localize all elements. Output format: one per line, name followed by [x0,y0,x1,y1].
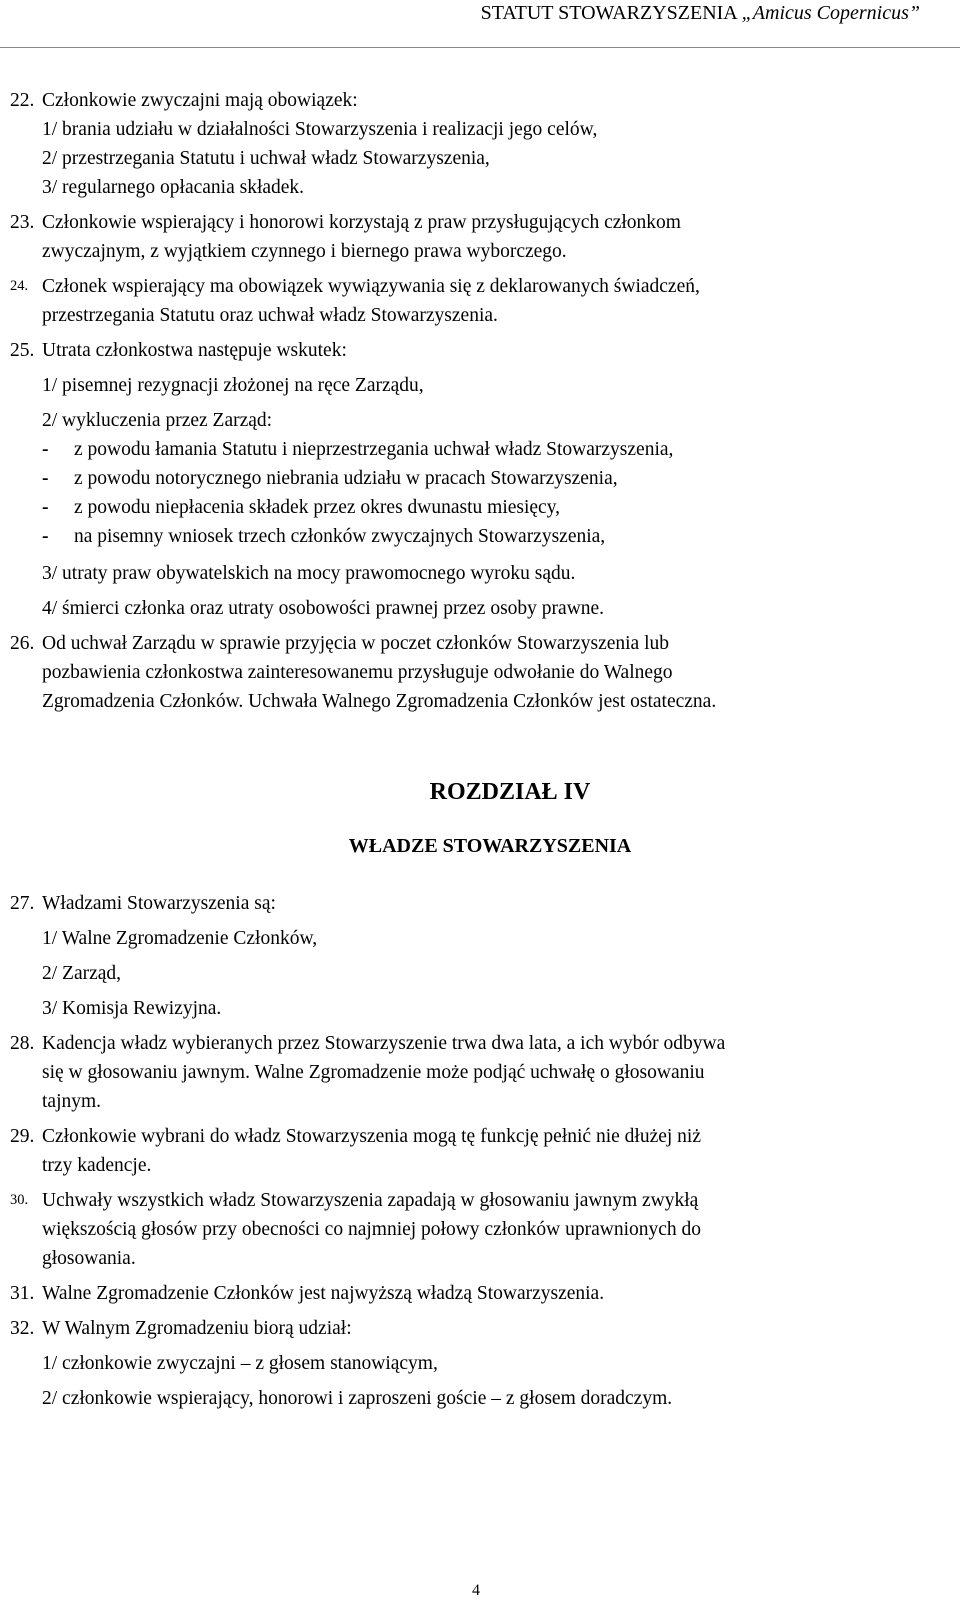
dash-mark: - [42,497,49,518]
chapter-title: ROZDZIAŁ IV [429,779,591,805]
list-item: 3/ Komisja Rewizyjna. [42,998,222,1019]
dash-item [42,464,950,493]
dash-item-text: z powodu notorycznego niebrania udziału w pracach Stowarzyszenia, [74,468,618,489]
paragraph-text: Uchwały wszystkich władz Stowarzyszenia zapadają w głosowaniu jawnym zwykłą [42,1190,699,1211]
paragraph-text: większością głosów przy obecności co najmniej połowy członków uprawnionych do [42,1219,702,1240]
paragraph-text: Utrata członkostwa następuje wskutek: [42,340,347,361]
paragraph-number: 30. [10,1192,29,1208]
list-item: 1/ brania udziału w działalności Stowarzyszenia i realizacji jego celów, [42,119,598,140]
page-number: 4 [472,1582,480,1599]
paragraph-25 [10,336,950,623]
paragraph-text: tajnym. [42,1091,102,1112]
paragraph-text: Walne Zgromadzenie Członków jest najwyższą władzą Stowarzyszenia. [42,1283,605,1304]
paragraph-text: głosowania. [42,1248,136,1269]
list-item: 3/ utraty praw obywatelskich na mocy prawomocnego wyroku sądu. [42,563,576,584]
paragraph-text: Zgromadzenia Członków. Uchwała Walnego Zgromadzenia Członków jest ostateczna. [42,691,717,712]
list-item: 2/ przestrzegania Statutu i uchwał władz Stowarzyszenia, [42,148,490,169]
page-header [481,2,920,25]
paragraph-text: pozbawienia członkostwa zainteresowanemu przysługuje odwołanie do Walnego [42,662,673,683]
list-item: 2/ wykluczenia przez Zarząd: [42,410,273,431]
paragraph-text: Członek wspierający ma obowiązek wywiązywania się z deklarowanych świadczeń, [42,276,700,297]
paragraph-26 [10,629,950,716]
paragraph-text: trzy kadencje. [42,1155,152,1176]
list-item: 1/ członkowie zwyczajni – z głosem stanowiącym, [42,1353,438,1374]
paragraph-number: 22. [10,90,35,111]
paragraph-text: Członkowie zwyczajni mają obowiązek: [42,90,358,111]
dash-mark: - [42,439,49,460]
header-prefix: STATUT STOWARZYSZENIA [480,2,737,24]
dash-mark: - [42,468,49,489]
header-association-name: „Amicus Copernicus” [741,2,920,24]
paragraph-28 [10,1029,950,1116]
paragraph-number: 32. [10,1318,35,1339]
paragraph-number: 23. [10,212,35,233]
paragraph-27 [10,889,950,1023]
paragraph-text: zwyczajnym, z wyjątkiem czynnego i biernego prawa wyborczego. [42,241,567,262]
paragraph-29 [10,1122,950,1180]
paragraph-22 [10,86,950,202]
list-item: 1/ Walne Zgromadzenie Członków, [42,928,318,949]
paragraph-number: 28. [10,1033,35,1054]
dash-mark: - [42,526,49,547]
paragraph-text: Od uchwał Zarządu w sprawie przyjęcia w poczet członków Stowarzyszenia lub [42,633,669,654]
paragraph-32 [10,1314,950,1413]
header-rule [0,47,960,48]
list-item: 2/ Zarząd, [42,963,122,984]
chapter-subtitle: WŁADZE STOWARZYSZENIA [348,835,632,857]
paragraph-text: się w głosowaniu jawnym. Walne Zgromadzenie może podjąć uchwałę o głosowaniu [42,1062,705,1083]
paragraph-text: Władzami Stowarzyszenia są: [42,893,276,914]
paragraph-text: Członkowie wybrani do władz Stowarzyszenia mogą tę funkcję pełnić nie dłużej niż [42,1126,701,1147]
dash-item [42,435,950,464]
paragraph-text: Członkowie wspierający i honorowi korzystają z praw przysługujących członkom [42,212,681,233]
paragraph-number: 26. [10,633,35,654]
paragraph-number: 29. [10,1126,35,1147]
list-item: 1/ pisemnej rezygnacji złożonej na ręce Zarządu, [42,375,424,396]
paragraph-text: Kadencja władz wybieranych przez Stowarzyszenie trwa dwa lata, a ich wybór odbywa [42,1033,726,1054]
paragraph-31 [10,1279,950,1308]
paragraph-number: 27. [10,893,35,914]
document-body [10,86,950,1413]
paragraph-number: 31. [10,1283,35,1304]
paragraph-text: przestrzegania Statutu oraz uchwał władz Stowarzyszenia. [42,305,498,326]
dash-item-text: z powodu niepłacenia składek przez okres dwunastu miesięcy, [74,497,561,518]
list-item: 2/ członkowie wspierający, honorowi i zaproszeni goście – z głosem doradczym. [42,1388,673,1409]
paragraph-text: W Walnym Zgromadzeniu biorą udział: [42,1318,352,1339]
dash-item [42,493,950,522]
list-item: 4/ śmierci członka oraz utraty osobowości prawnej przez osoby prawne. [42,598,605,619]
paragraph-number: 24. [10,278,29,294]
paragraph-30 [10,1186,950,1273]
dash-item-text: z powodu łamania Statutu i nieprzestrzegania uchwał władz Stowarzyszenia, [74,439,674,460]
paragraph-number: 25. [10,340,35,361]
paragraph-24 [10,272,950,330]
paragraph-23 [10,208,950,266]
list-item: 3/ regularnego opłacania składek. [42,177,305,198]
dash-item [42,522,950,551]
dash-item-text: na pisemny wniosek trzech członków zwyczajnych Stowarzyszenia, [74,526,606,547]
